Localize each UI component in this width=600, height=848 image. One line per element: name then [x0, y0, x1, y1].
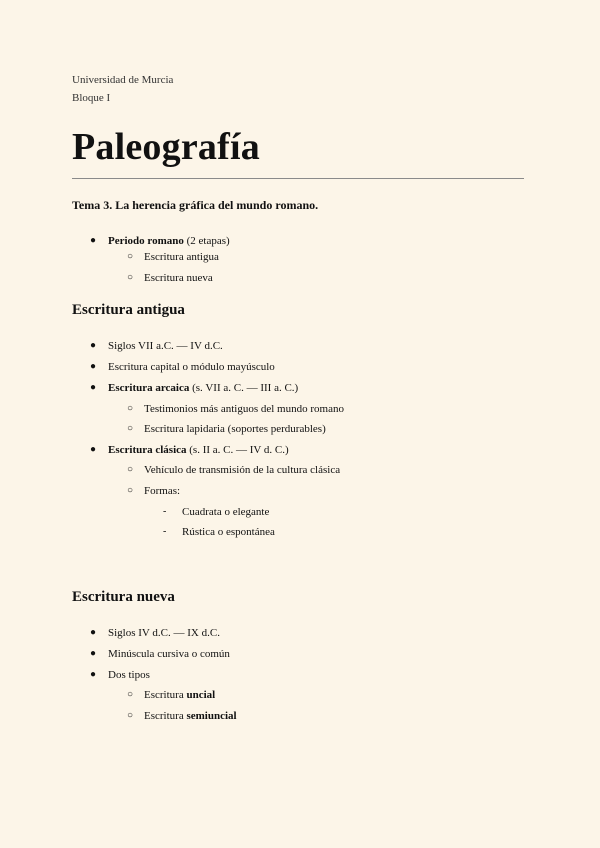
list-item: Minúscula cursiva o común: [108, 648, 230, 660]
list-item: [108, 443, 289, 457]
university-name: Universidad de Murcia: [72, 74, 174, 86]
list-item: Testimonios más antiguos del mundo romano: [144, 403, 344, 415]
list-item: [144, 688, 215, 702]
list-item-bold: Periodo romano: [108, 235, 184, 247]
bullet-circle: ○: [127, 485, 134, 496]
bullet-disc: ●: [90, 340, 97, 351]
bullet-disc: ●: [90, 235, 97, 246]
bullet-circle: ○: [127, 710, 134, 721]
bullet-disc: ●: [90, 648, 97, 659]
bullet-circle: ○: [127, 272, 134, 283]
section-heading-nueva: Escritura nueva: [72, 589, 175, 605]
bullet-circle: ○: [127, 423, 134, 434]
bullet-disc: ●: [90, 361, 97, 372]
list-item-text: Escritura: [144, 710, 187, 722]
list-item: Formas:: [144, 485, 181, 497]
list-item: Siglos VII a.C. — IV d.C.: [108, 340, 223, 352]
block-label: Bloque I: [72, 92, 111, 104]
list-item: Siglos IV d.C. — IX d.C.: [108, 627, 220, 639]
list-item: Vehículo de transmisión de la cultura clásica: [144, 464, 341, 476]
list-item-bold: uncial: [186, 689, 216, 701]
list-item: Rústica o espontánea: [182, 526, 275, 538]
page-title: Paleografía: [72, 126, 260, 168]
list-item-bold: Escritura clásica: [108, 444, 187, 456]
list-item: [108, 381, 298, 395]
list-item-text: (2 etapas): [183, 235, 230, 247]
list-item: [144, 709, 237, 723]
bullet-circle: ○: [127, 403, 134, 414]
bullet-dash: -: [163, 506, 167, 517]
topic-heading: Tema 3. La herencia gráfica del mundo romano.: [72, 198, 319, 212]
title-divider: [72, 178, 524, 179]
list-item: [108, 234, 230, 248]
list-item-bold: Escritura arcaica: [108, 382, 190, 394]
list-item: Escritura lapidaria (soportes perdurables): [144, 423, 326, 435]
section-heading-antigua: Escritura antigua: [72, 302, 185, 318]
list-item: Cuadrata o elegante: [182, 506, 270, 518]
bullet-disc: ●: [90, 669, 97, 680]
list-item-bold: semiuncial: [186, 710, 237, 722]
bullet-disc: ●: [90, 627, 97, 638]
list-item: Dos tipos: [108, 669, 150, 681]
bullet-circle: ○: [127, 464, 134, 475]
bullet-circle: ○: [127, 689, 134, 700]
bullet-dash: -: [163, 526, 167, 537]
list-item-text: (s. II a. C. — IV d. C.): [186, 444, 289, 456]
list-item: Escritura antigua: [144, 251, 219, 263]
bullet-disc: ●: [90, 444, 97, 455]
list-item: Escritura capital o módulo mayúsculo: [108, 361, 275, 373]
bullet-circle: ○: [127, 251, 134, 262]
list-item-text: Escritura: [144, 689, 187, 701]
list-item-text: (s. VII a. C. — III a. C.): [189, 382, 299, 394]
list-item: Escritura nueva: [144, 272, 213, 284]
bullet-disc: ●: [90, 382, 97, 393]
